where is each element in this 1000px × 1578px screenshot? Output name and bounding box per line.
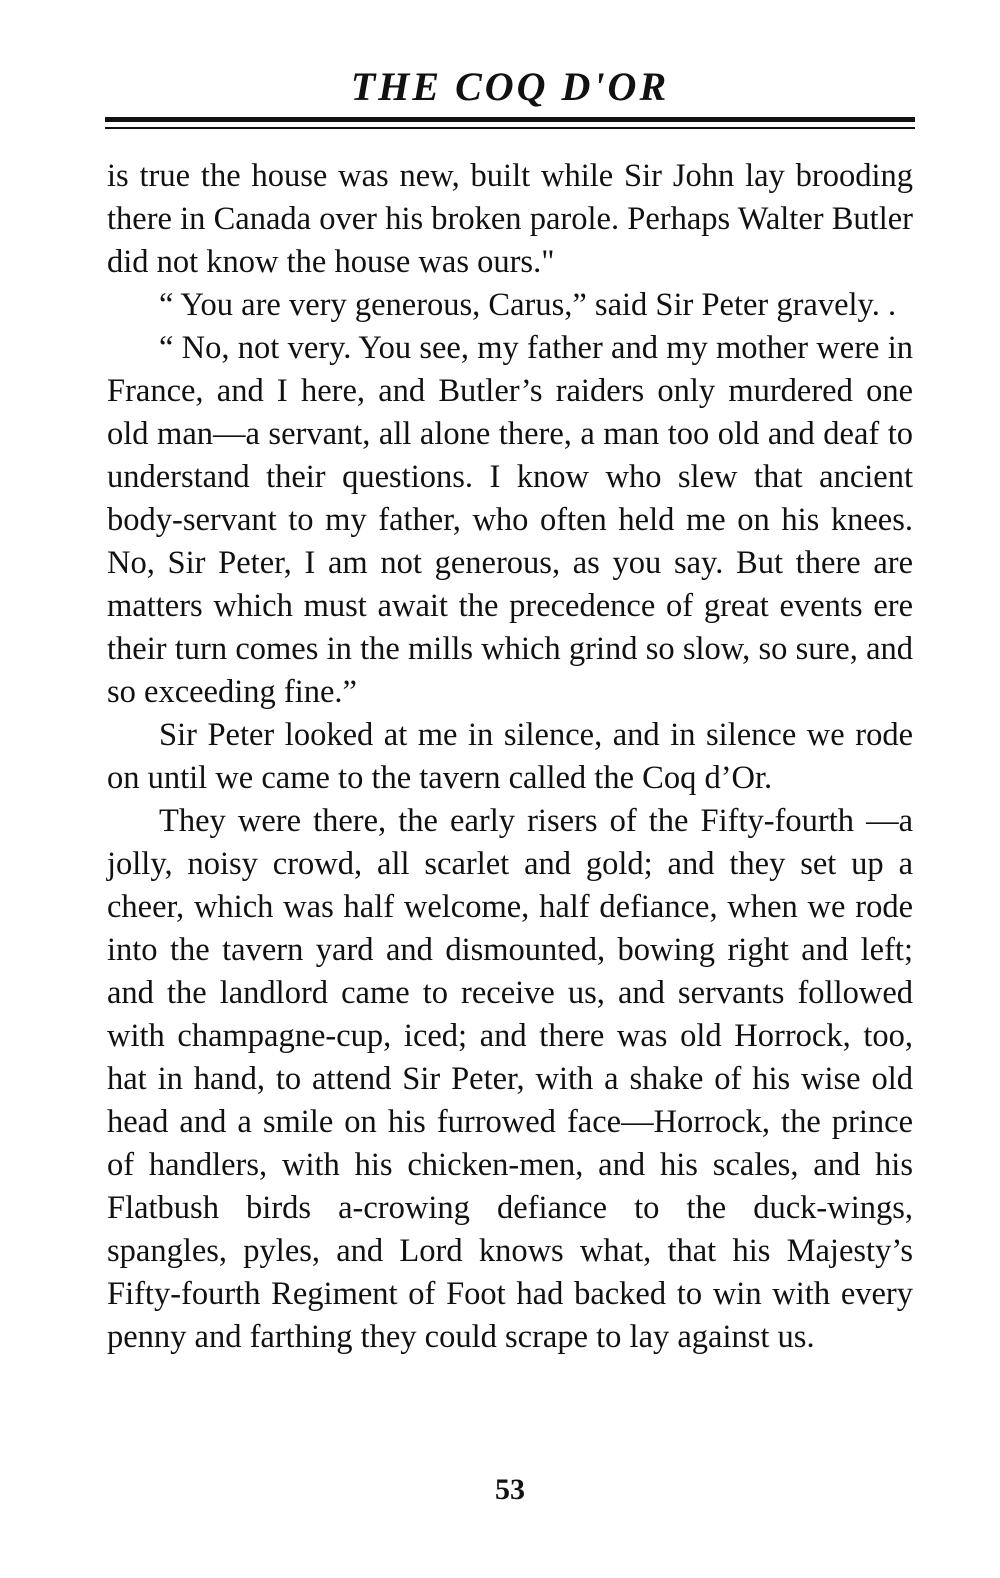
page-number: 53 <box>495 1473 525 1506</box>
running-title: THE COQ D'OR <box>350 64 670 109</box>
paragraph: They were there, the early risers of the Fifty-fourth —a jolly, noisy crowd, all scarlet and gold; and they set up a cheer, which was half welcome, half defiance, when we rode into the tavern yard and dismounted, bowing right and left; and the landlord came to receive us, and servants followed with champagne-cup, iced; and there was old Horrock, too, hat in hand, to attend Sir Peter, with a shake of his wise old head and a smile on his furrowed face—Horrock, the prince of handlers, with his chicken-men, and his scales, and his Flatbush birds a-crowing defiance to the duck-wings, spangles, pyles, and Lord knows what, that his Majesty’s Fifty-fourth Regiment of Foot had backed to win with every penny and farthing they could scrape to lay against us. <box>107 803 913 1355</box>
header-rule-thin <box>105 127 915 129</box>
paragraph: “ You are very generous, Carus,” said Sir Peter gravely. . <box>159 287 897 323</box>
header-rule-thick <box>105 117 915 122</box>
paragraph: “ No, not very. You see, my father and my mother were in France, and I here, and Butler’s raiders only murdered one old man—a servant, all alone there, a man too old and deaf to understand their questions. I know who slew that ancient body-servant to my father, who often held me on his knees. No, Sir Peter, I am not generous, as you say. But there are matters which must await the precedence of great events ere their turn comes in the mills which grind so slow, so sure, and so exceeding fine.” <box>107 330 913 710</box>
body-text <box>107 155 913 1359</box>
paragraph-continued: is true the house was new, built while Sir John lay brooding there in Canada over his broken parole. Perhaps Walter Butler did not know the house was ours." <box>107 158 913 280</box>
paragraph: Sir Peter looked at me in silence, and in silence we rode on until we came to the tavern called the Coq d’Or. <box>107 717 913 796</box>
